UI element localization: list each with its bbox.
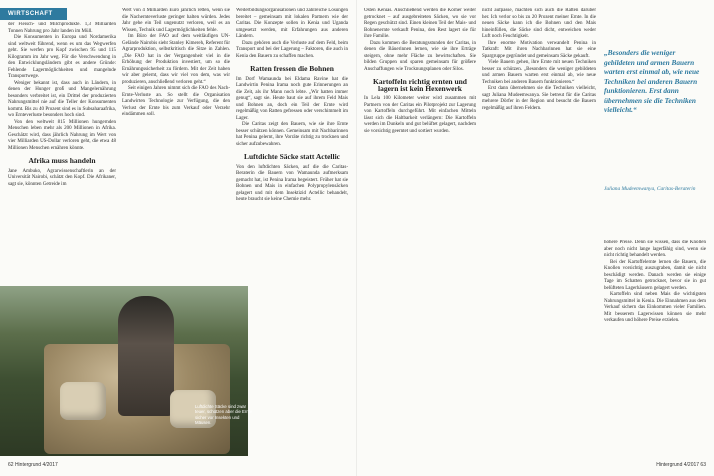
paragraph: Von den luftdichten Säcken, auf die die Caritas-Beraterin die Bauern von Wamaunda aufmerksam gemacht hat, ist Penina Irama begeistert. Früher hat sie Bohnen und Mais in einfachen Polypropylensäcken gelagert und mit dem Insektizid Actellic behandelt, heute braucht sie keine Chemie mehr. [236, 164, 348, 202]
footer-left: 62 Hintergrund 4/2017 [8, 462, 58, 468]
paragraph: Weiterbildungsorganisationen und zahlreiche Lösungen bereitet – gemeinsam mit lokalen Partnern wie der Caritas. Die Konzepte sollen in Kenia und Uganda umgesetzt werden, mit Erfahrungen aus anderen Ländern. [236, 8, 348, 39]
sack [60, 382, 106, 420]
paragraph: Die Caritas zeigt den Bauern, wie sie ihre Ernte besser schützen können. Gemeinsam mit Nachbarinnen hat Penina gelernt, ihre Vorräte richtig zu trocknen und sicher aufzubewahren. [236, 122, 348, 147]
paragraph: Im Dorf Wamaunda bei Eldama Ravine hat die Landwirtin Penina Irama noch gute Erinnerungen an die Zeit, als ihr Mann noch lebte. „Wir hatten immer genug“, sagt sie. Heute baut sie auf ihrem Feld Mais und Bohnen an, doch ein Teil der Ernte wird regelmäßig von Ratten gefressen oder verschimmelt im Lager. [236, 76, 348, 121]
text-column-3 [236, 8, 348, 458]
paragraph: nicht aufpasse, machten sich auch die Ratten darüber her. Ich verlor so bis zu 20 Prozent meiner Ernte. In die neuen Säcke kann ich die Bohnen und den Mais hineinfüllen, die Säcke sind dicht, entweichen weder Luft noch Feuchtigkeit. [482, 8, 596, 39]
paragraph: Wert von 4 Milliarden Euro jährlich retten, wenn sie die Nachernteverluste geringer halten würden. Jedes Jahr gehe ein Teil ungenutzt verloren, weil es an Wissen, Technik und Lagermöglichkeiten fehle. [122, 8, 230, 33]
paragraph: Weniger bekannt ist, dass auch in Ländern, in denen der Hunger groß und Mangelernährung besonders verbreitet ist, ein Drittel der produzierten Nahrungsmittel nie auf die Teller der Konsumenten kommt. Bis zu 40 Prozent sind es in Subsaharaafrika, wo Ernteverluste besonders hoch sind. [8, 80, 116, 118]
paragraph: Dazu kommen die Beratungsstunden der Caritas, in denen die Bäuerinnen lernen, wie sie ihre Erträge steigern, ohne mehr Fläche zu bewirtschaften. Sie bilden Gruppen und sparen gemeinsam für größere Anschaffungen wie Trocknungsplanen oder Silos. [364, 40, 476, 72]
text-column-2 [122, 8, 230, 286]
photo-farmer-with-sacks [0, 286, 248, 456]
paragraph: Von den weltweit 815 Millionen hungernden Menschen leben mehr als 200 Millionen in Afrika. Geschätzt wird, dass jährlich Nahrung im Wert von vier Milliarden US-Dollar verloren geht, die etwa 48 Millionen Menschen ernähren könnte. [8, 119, 116, 151]
text-column-1 [8, 22, 116, 284]
paragraph: Die Konsumenten in Europa und Nordamerika sind weltweit führend, wenn es um das Wegwerfen geht. Sie werfen pro Kopf zwischen 95 und 115 Kilogramm im Jahr weg. Für die Verschwendung in den Entwicklungsländern gibt es andere Gründe: Fehlende Lagermöglichkeiten und mangelnde Transportwege. [8, 35, 116, 79]
paragraph: Bei der Kartoffelernte lernen die Bauern, die Knollen vorsichtig auszugraben, damit sie nicht beschädigt werden. Danach werden sie einige Tage im Schatten getrocknet, bevor sie in gut belüfteten Lagerhäusern gelagert werden. [604, 259, 706, 291]
section-tag: WIRTSCHAFT [0, 8, 67, 20]
text-column-5 [482, 8, 596, 458]
paragraph: Dazu gehören auch die Verluste auf dem Feld, beim Transport und bei der Lagerung – Faktoren, die auch in Kenia den Bauern zu schaffen machen. [236, 40, 348, 59]
paragraph: Seit einigen Jahren nimmt sich die FAO des Nach-Ernte-Verluste an. So stellt die Organisation Landwirten Technologie zur Verfügung, die den Verlust der Ernte bis zum Verkauf oder Verzehr eindämmen soll. [122, 86, 230, 117]
paragraph: Im Büro der FAO auf dem weitläufigen UN-Gelände Nairobis sieht Stanley Kimereh, Referent für Agrarproduktion, selbstkritisch die Sitze in Zahlen. „Die FAO hat in der Vergangenheit viel in die Erhöhung der Produktion investiert, um so die Ernährungssicherheit zu fördern. Mit der Zeit haben wir aber gelernt, dass wir viel von dem, was wir produzieren, anschließend verloren geht.“ [122, 34, 230, 85]
paragraph: Jane Ambuko, Agrarwissenschaftlerin an der Universität Nairobi, schätzt den Kopf. Die Afrikaner, sagt sie, könnten Getreide im [8, 168, 116, 187]
paragraph: Erst dann übernehmen sie die Techniken vielleicht, sagt Juliana Mudeemwanya. Sie betreut für die Caritas mehrere Dörfer in der Region und besucht die Bauern regelmäßig auf ihren Feldern. [482, 86, 596, 111]
subheading: Afrika muss handeln [28, 156, 96, 165]
paragraph: Osten Kenias. Anschließend werden die Körner weiter getrocknet – auf ausgebreiteten Säcken, wo sie vor Regen geschützt sind. Einen kleinen Teil der Mais- und Bohnenernte verkauft Penina, den Rest lagert sie für ihre Familie. [364, 8, 476, 39]
paragraph: der Fleisch- und Milchprodukte. 1,3 Milliarden Tonnen Nahrung pro Jahr landen im Müll. [8, 22, 116, 34]
paragraph: höhere Preise. Denn sie wissen, dass die Knollen aber noch nicht lange lagerfähig sind, wenn sie nicht richtig behandelt werden. [604, 240, 706, 258]
subheading: Luftdichte Säcke statt Actellic [243, 152, 341, 161]
farmer-figure [118, 296, 174, 416]
text-column-6 [604, 240, 706, 458]
subheading: Ratten fressen die Bohnen [250, 64, 334, 73]
subheading: Kartoffeln richtig ernten und lagern ist kein Hexenwerk [373, 77, 467, 93]
paragraph: Kartoffeln sind neben Mais die wichtigsten Nahrungsmittel in Kenia. Die Einnahmen aus dem Verkauf sichern das Einkommen vieler Familien. Mit besserem Lagerwissen können sie mehr verkaufen und höhere Preise erzielen. [604, 292, 706, 323]
page-gutter [356, 0, 357, 476]
text-column-4 [364, 8, 476, 458]
paragraph: Ihre enorme Motivation verwandelt Penina in Tatkraft: Mit ihren Nachbarinnen hat sie eine Spargruppe gegründet und gemeinsam Säcke gekauft. [482, 40, 596, 59]
footer-right: Hintergrund 4/2017 63 [656, 462, 706, 468]
paragraph: Viele Bauern gehen, ihre Ernte mit neuen Techniken besser zu schützen. „Besonders die weniger gebildeten und armen Bauern warten erst einmal ab, wie neue Techniken bei anderen Bauern funktionieren.“ [482, 60, 596, 85]
photo-caption: Luftdichte Säcke sind zwar teuer, schützen aber die Ernte sicher vor Insekten und Mäusen. [195, 404, 253, 425]
paragraph: In Lela 100 Kilometer weiter wird zusammen mit Partnern von der Caritas ein Pilotprojekt zur Lagerung von Kartoffeln durchgeführt. Mit einfachen Mitteln lässt sich die Haltbarkeit verlängern: Die Kartoffeln werden im Dunkeln und gut belüftet gelagert, nachdem sie vorsichtig geerntet und sortiert wurden. [364, 96, 476, 134]
pull-quote-source: Juliana Mudeemwanya, Caritas-Beraterin [604, 186, 696, 192]
pull-quote: „Besonders die weniger gebildeten und armen Bauern warten erst einmal ab, wie neue Techniken bei anderen Bauern funktionieren. Erst dann übernehmen sie die Techniken vielleicht.“ [604, 48, 700, 114]
